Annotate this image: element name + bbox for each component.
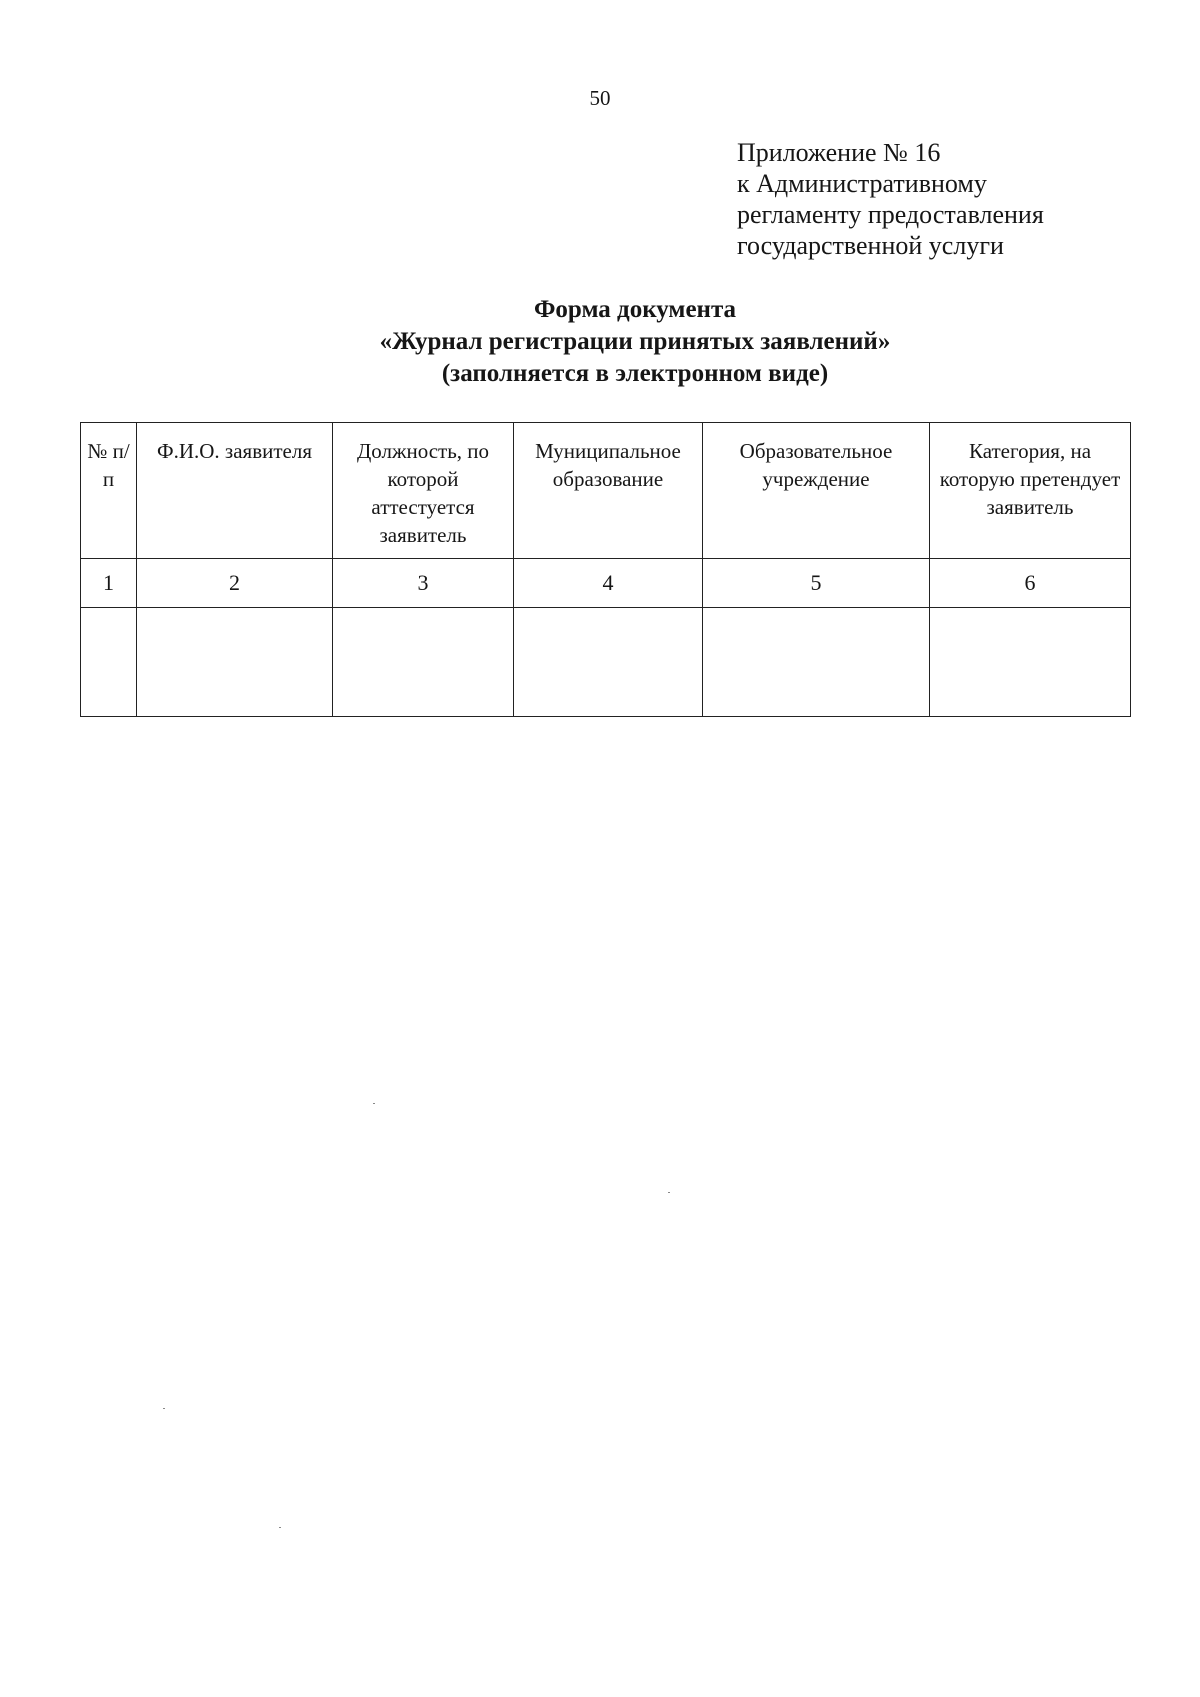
form-title-line: Форма документа	[533, 296, 737, 323]
column-number-row	[81, 559, 1131, 608]
table-cell	[930, 608, 1131, 717]
table-cell	[703, 608, 930, 717]
column-number: 5	[703, 559, 930, 608]
header-institution: Образовательное учреждение	[703, 423, 930, 559]
appendix-block	[737, 137, 1177, 261]
header-position: Должность, по которой аттестуется заявитель	[333, 423, 514, 559]
registration-journal-table	[80, 422, 1131, 717]
appendix-line: регламенту предоставления	[737, 200, 1044, 229]
header-category: Категория, на которую претендует заявитель	[930, 423, 1131, 559]
table-cell	[137, 608, 333, 717]
header-municipality: Муниципальное образование	[514, 423, 703, 559]
column-number: 6	[930, 559, 1131, 608]
scan-speck	[163, 1408, 165, 1409]
table-row	[81, 608, 1131, 717]
table-header-row	[81, 423, 1131, 559]
header-applicant-name: Ф.И.О. заявителя	[137, 423, 333, 559]
table-cell	[514, 608, 703, 717]
appendix-line: государственной услуги	[737, 231, 1004, 260]
scan-speck	[279, 1527, 281, 1528]
column-number: 1	[81, 559, 137, 608]
scan-speck	[373, 1103, 375, 1104]
appendix-line: Приложение № 16	[737, 138, 941, 167]
form-title-line: (заполняется в электронном виде)	[441, 360, 829, 387]
column-number: 2	[137, 559, 333, 608]
scan-speck	[668, 1192, 670, 1193]
page-number: 50	[589, 86, 611, 110]
header-number: № п/п	[81, 423, 137, 559]
table-cell	[333, 608, 514, 717]
form-title-line: «Журнал регистрации принятых заявлений»	[379, 328, 891, 355]
form-title	[0, 294, 1200, 390]
appendix-line: к Административному	[737, 169, 987, 198]
column-number: 3	[333, 559, 514, 608]
table-cell	[81, 608, 137, 717]
column-number: 4	[514, 559, 703, 608]
